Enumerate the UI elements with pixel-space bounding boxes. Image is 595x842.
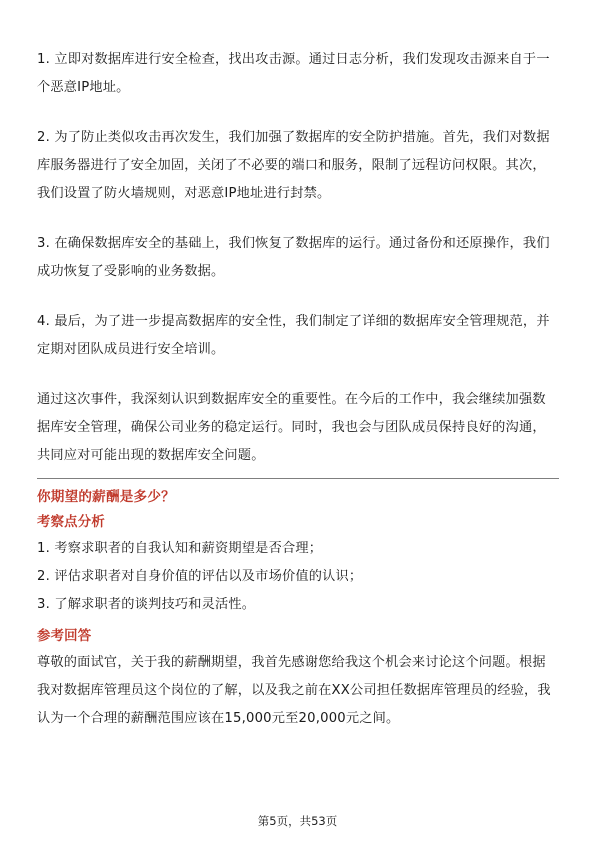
- paragraph-step-3: 3. 在确保数据库安全的基础上，我们恢复了数据库的运行。通过备份和还原操作，我们成功恢复了受影响的业务数据。: [37, 236, 550, 279]
- page-content: [37, 46, 559, 733]
- answer-text: 尊敬的面试官，关于我的薪酬期望，我首先感谢您给我这个机会来讨论这个问题。根据我对数据库管理员这个岗位的了解，以及我之前在XX公司担任数据库管理员的经验，我认为一个合理的薪酬范围应该在15,000元至20,000元之间。: [37, 655, 551, 726]
- section-divider: [37, 478, 559, 479]
- paragraph-step-2: 2. 为了防止类似攻击再次发生，我们加强了数据库的安全防护措施。首先，我们对数据库服务器进行了安全加固，关闭了不必要的端口和服务，限制了远程访问权限。其次，我们设置了防火墙规则，对恶意IP地址进行封禁。: [37, 130, 550, 201]
- analysis-item: 1. 考察求职者的自我认知和薪资期望是否合理；: [37, 541, 323, 556]
- paragraph-conclusion: 通过这次事件，我深刻认识到数据库安全的重要性。在今后的工作中，我会继续加强数据库安全管理，确保公司业务的稳定运行。同时，我也会与团队成员保持良好的沟通，共同应对可能出现的数据库安全问题。: [37, 392, 546, 463]
- analysis-item: 2. 评估求职者对自身价值的评估以及市场价值的认识；: [37, 569, 363, 584]
- analysis-heading: 考察点分析: [37, 515, 105, 530]
- paragraph-step-4: 4. 最后，为了进一步提高数据库的安全性，我们制定了详细的数据库安全管理规范，并定期对团队成员进行安全培训。: [37, 314, 550, 357]
- answer-heading: 参考回答: [37, 629, 92, 644]
- analysis-item: 3. 了解求职者的谈判技巧和灵活性。: [37, 597, 256, 612]
- page-number-footer: 第5页，共53页: [257, 814, 338, 828]
- paragraph-step-1: 1. 立即对数据库进行安全检查，找出攻击源。通过日志分析，我们发现攻击源来自于一个恶意IP地址。: [37, 52, 550, 95]
- question-title: 你期望的薪酬是多少？: [37, 489, 175, 505]
